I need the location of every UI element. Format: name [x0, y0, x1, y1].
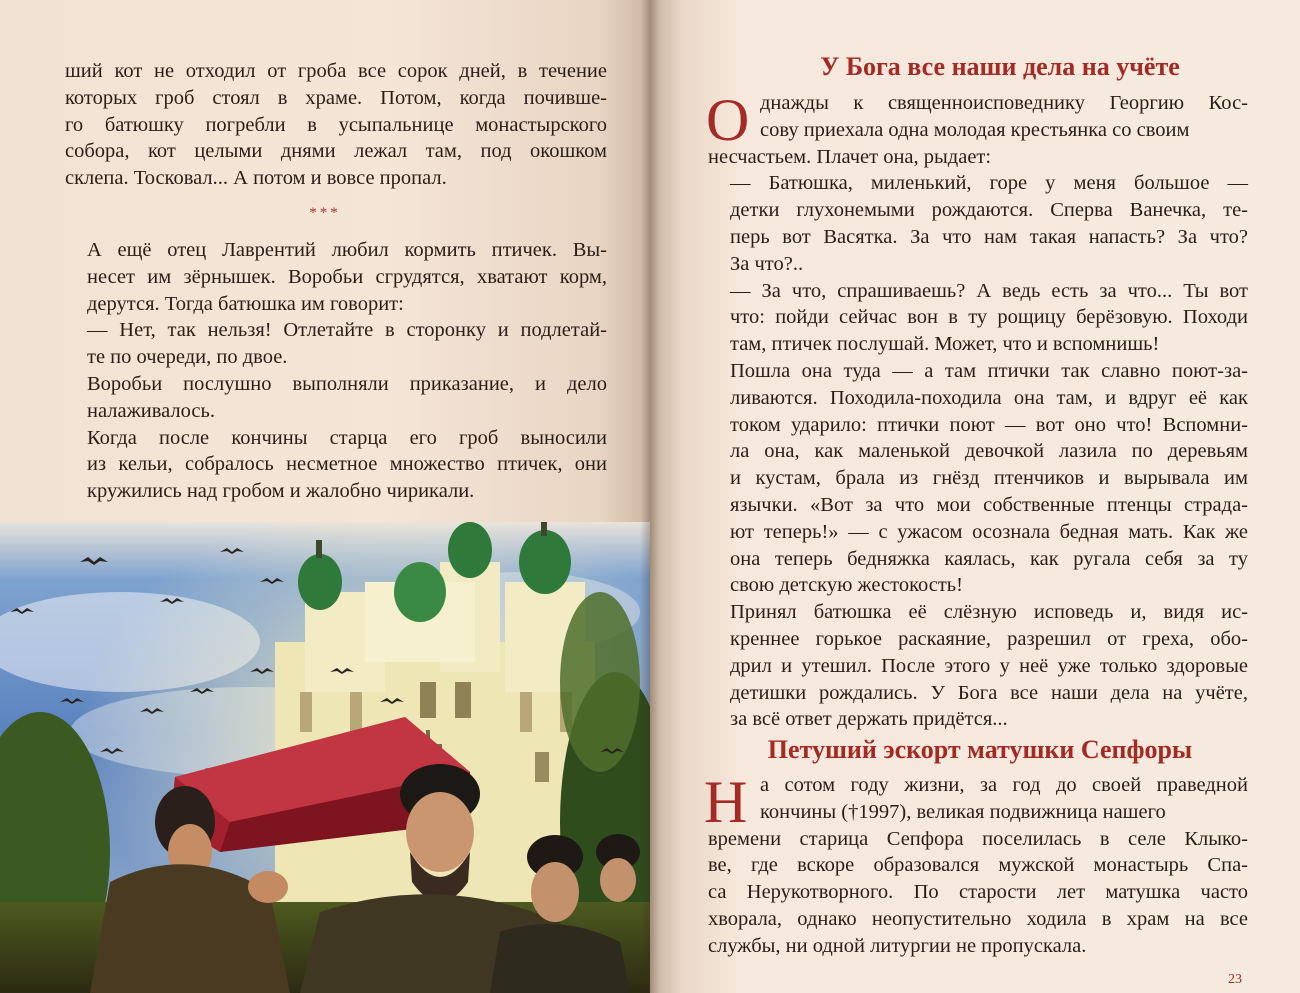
story-one-confession [708, 599, 1248, 733]
illustration-funeral-procession [0, 522, 650, 993]
story-one-answer [708, 278, 1248, 358]
text-line: детишки рождались. У Бога все наши дела на учёте, [730, 681, 1248, 704]
text-line: Пошла она туда — а там птички так славно поют-за- [730, 359, 1248, 382]
paragraph-funeral [65, 425, 607, 505]
text-line: там, птичек послушай. Может, что и вспомнишь! [730, 333, 1160, 356]
text-line: хворала, однако неопустительно ходила в храм на все [708, 907, 1248, 930]
text-line: са Нерукотворного. По старости лет матушка часто [708, 881, 1248, 904]
text-line: креннее горькое раскаяние, разрешил от греха, обо- [730, 627, 1248, 650]
story-one-plea [708, 170, 1248, 277]
text-line: За что?.. [730, 252, 804, 275]
drop-cap-o: О [706, 87, 750, 153]
text-line: склепа. Тосковал... А потом и вовсе пропал. [65, 167, 447, 190]
text-line: детки глухонемыми рождаются. Сперва Ванечка, те- [730, 199, 1248, 222]
text-line: перь вот Васятка. За что нам такая напасть? За что? [730, 225, 1248, 248]
text-line: язычки. «Вот за что мои собственные птенцы страда- [730, 493, 1248, 516]
text-line: го батюшку погребли в усыпальнице монастырского [65, 113, 607, 136]
paragraph-sparrows [65, 237, 607, 317]
text-line: дрил и утешил. После этого у неё уже только здоровые [730, 654, 1248, 677]
right-page [650, 0, 1300, 993]
section-separator: *** [309, 205, 341, 221]
story-two-rest [708, 826, 1248, 960]
text-line: те по очереди, по двое. [87, 346, 288, 369]
text-line: Когда после кончины старца его гроб выносили [87, 426, 607, 449]
text-line: днажды к священноисповеднику Георгию Кос- [760, 92, 1248, 114]
text-line: и кустам, брала из гнёзд птенчиков и вырывала им [730, 467, 1248, 490]
text-line: ливаются. Походила-походила она там, и вдруг её как [730, 386, 1248, 409]
text-line: налаживалось. [87, 399, 215, 422]
text-line: сову приехала одна молодая крестьянка со своим [760, 118, 1190, 141]
text-line: она теперь бедняжка каялась, как ругала себя за ту [730, 547, 1248, 570]
left-paragraph-1 [65, 58, 607, 192]
heading-rooster-escort: Петуший эскорт матушки Сепфоры [767, 735, 1193, 764]
story-two-text [708, 772, 1248, 960]
text-line: — За что, спрашиваешь? А ведь есть за что... Ты вот [730, 279, 1248, 302]
drop-cap-n: Н [704, 769, 748, 835]
text-line: за всё ответ держать придётся... [730, 708, 1008, 731]
text-line: из кельи, собралось несметное множество птичек, они [87, 453, 607, 476]
text-line: что: пойди сейчас вон в ту рощицу берёзовую. Походи [730, 306, 1248, 329]
text-line: собора, кот целыми днями лежал там, под окошком [65, 140, 607, 163]
text-line: Принял батюшка её слёзную исповедь и, видя ис- [730, 601, 1248, 624]
text-line: ший кот не отходил от гроба все сорок дней, в течение [65, 60, 607, 82]
heading-gods-accounting: У Бога все наши дела на учёте [820, 52, 1180, 81]
text-line: ла она, как маленькой девочкой лазила по деревьям [730, 440, 1248, 463]
text-line: — Батюшка, миленький, горе у меня большое — [730, 172, 1248, 195]
text-line: Воробьи послушно выполняли приказание, и дело [87, 372, 607, 395]
text-line: ве, где вскоре образовался мужской монастырь Спа- [708, 854, 1248, 877]
story-one-grove [708, 358, 1248, 599]
story-one-text [706, 87, 1248, 733]
text-line: А ещё отец Лаврентий любил кормить птичек. Вы- [87, 239, 607, 261]
text-line: а сотом году жизни, за год до своей праведной [760, 774, 1248, 796]
text-line: которых гроб стоял в храме. Потом, когда почивше- [65, 86, 607, 109]
page-number: 23 [1228, 972, 1242, 987]
text-line: кончины (†1997), великая подвижница нашего [760, 800, 1166, 823]
text-line: несет им зёрнышек. Воробьи сгрудятся, хватают корм, [87, 265, 607, 288]
text-line: ют теперь!» — с ужасом осознала бедная мать. Как же [730, 520, 1248, 543]
paragraph-obedience [65, 371, 607, 425]
text-line: дерутся. Тогда батюшка им говорит: [87, 292, 404, 315]
text-line: несчастьем. Плачет она, рыдает: [708, 145, 992, 168]
text-line: током ударило: птички поют — вот оно что! Вспомни- [730, 413, 1248, 436]
text-line: службы, ни одной литургии не пропускала. [708, 934, 1087, 957]
book-gutter [640, 0, 660, 993]
text-line: кружились над гробом и жалобно чирикали. [87, 480, 475, 503]
story-one-intro [708, 144, 1248, 171]
text-line: свою детскую жестокость! [730, 574, 963, 597]
text-line: времени старица Сепфора поселилась в селе Клыко- [708, 827, 1248, 850]
story-one-first-lines [708, 90, 1248, 144]
story-two-first-lines [708, 772, 1248, 826]
text-line: — Нет, так нельзя! Отлетайте в сторонку и подлетай- [87, 319, 607, 342]
paragraph-dialogue [65, 317, 607, 371]
left-paragraphs [65, 237, 607, 505]
